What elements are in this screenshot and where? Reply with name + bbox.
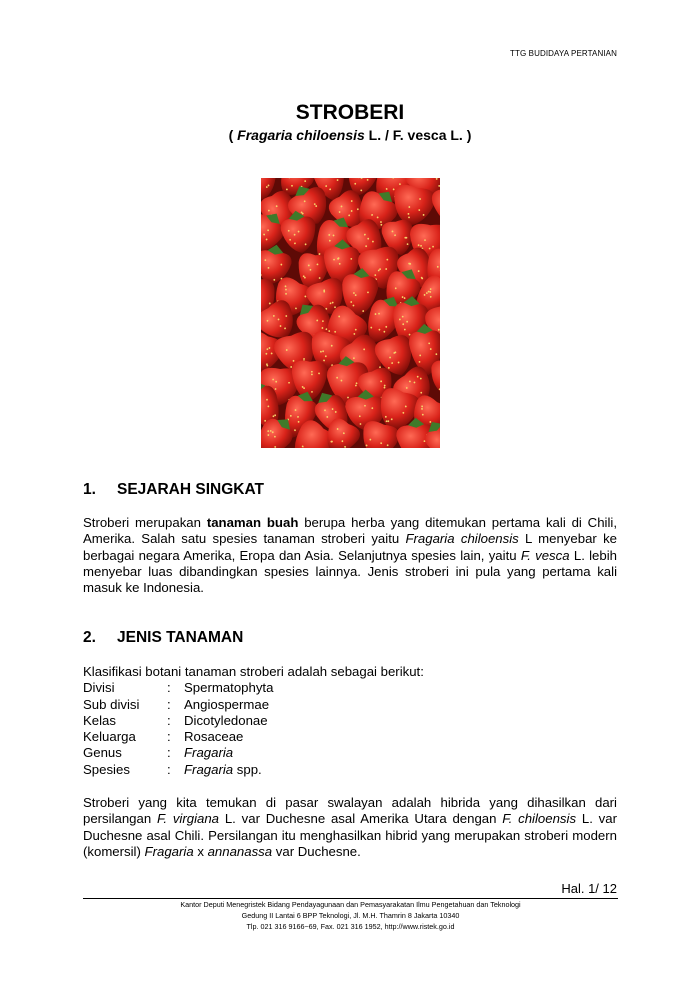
section-1-paragraph [83,515,617,596]
footer-line-3: Tlp. 021 316 9166~69, Fax. 021 316 1952, http://www.ristek.go.id [246,922,455,931]
text-run: F. vesca [520,547,570,563]
classification-value: Fragaria [184,745,234,761]
text-run: L. var Duchesne asal Chili. Persilangan itu menghasilkan hibrid yang merupakan stroberi modern (komersil) [83,811,617,859]
classification-intro: Klasifikasi botani tanaman stroberi adalah sebagai berikut: [83,664,424,679]
classification-value: Dicotyledonae [184,712,268,728]
classification-row [83,697,617,713]
classification-table [83,680,617,778]
text-run: L. lebih menyebar luas dibandingkan spesies lainnya. Jenis stroberi ini pula yang pertama kali masuk ke Indonesia. [83,547,617,596]
text-run: Fragaria chiloensis [405,531,519,547]
classification-row [83,762,617,778]
section-2-body-2 [83,795,617,860]
section-1-body [83,515,617,596]
page-title: STROBERI [295,101,405,124]
classification-label: Spesies [83,761,130,777]
text-run: L. var Duchesne asal Amerika Utara dengan [219,811,503,827]
classification-label: Kelas [83,712,116,728]
classification-colon: : [167,729,171,745]
text-run: berupa herba yang ditemukan pertama kali di Chili, Amerika. Salah satu spesies tanaman stroberi yaitu [83,515,617,547]
classification-colon: : [167,712,171,728]
classification-label: Sub divisi [83,696,140,712]
classification-colon: : [167,696,171,712]
classification-row [83,729,617,745]
text-run: Fragaria [144,843,194,859]
classification-colon: : [167,680,171,696]
text-run: annanassa [207,843,273,859]
classification-row [83,713,617,729]
classification-label: Keluarga [83,729,136,745]
classification-row [83,745,617,761]
section-2-heading: 2. JENIS TANAMAN [83,629,244,646]
text-run: Stroberi yang kita temukan di pasar swalayan adalah hibrida yang dihasilkan dari persilangan [83,795,617,827]
classification-colon: : [167,745,171,761]
text-run: F. virgiana [157,811,220,827]
page-subtitle: ( Fragaria chiloensis L. / F. vesca L. ) [228,127,472,143]
classification-row [83,680,617,696]
page-number: Hal. 1/ 12 [561,881,617,896]
text-run: L menyebar ke berbagai negara Amerika, Eropa dan Asia. Selanjutnya spesies lain, yaitu [83,531,617,563]
classification-value: Rosaceae [184,729,244,745]
text-run: Stroberi merupakan [83,515,207,530]
strawberry-photo [261,178,440,448]
classification-value: Angiospermae [184,696,270,712]
classification-value: Spermatophyta [184,680,274,696]
text-run: tanaman buah [206,515,299,530]
header-tag: TTG BUDIDAYA PERTANIAN [510,49,617,58]
section-1-heading: 1. SEJARAH SINGKAT [83,481,264,498]
footer-line-2: Gedung II Lantai 6 BPP Teknologi, Jl. M.H. Thamrin 8 Jakarta 10340 [241,911,460,920]
text-run: x [193,843,208,859]
section-2-body [83,664,617,778]
text-run: F. chiloensis [502,811,577,827]
footer-line-1: Kantor Deputi Menegristek Bidang Pendayagunaan dan Pemasyarakatan Ilmu Pengetahuan dan Teknologi [180,900,521,909]
classification-colon: : [167,761,171,777]
classification-value: Fragaria spp. [184,761,262,777]
text-run: var Duchesne. [272,843,361,859]
classification-label: Genus [83,745,122,761]
section-2-paragraph [83,795,617,860]
classification-label: Divisi [83,680,115,696]
